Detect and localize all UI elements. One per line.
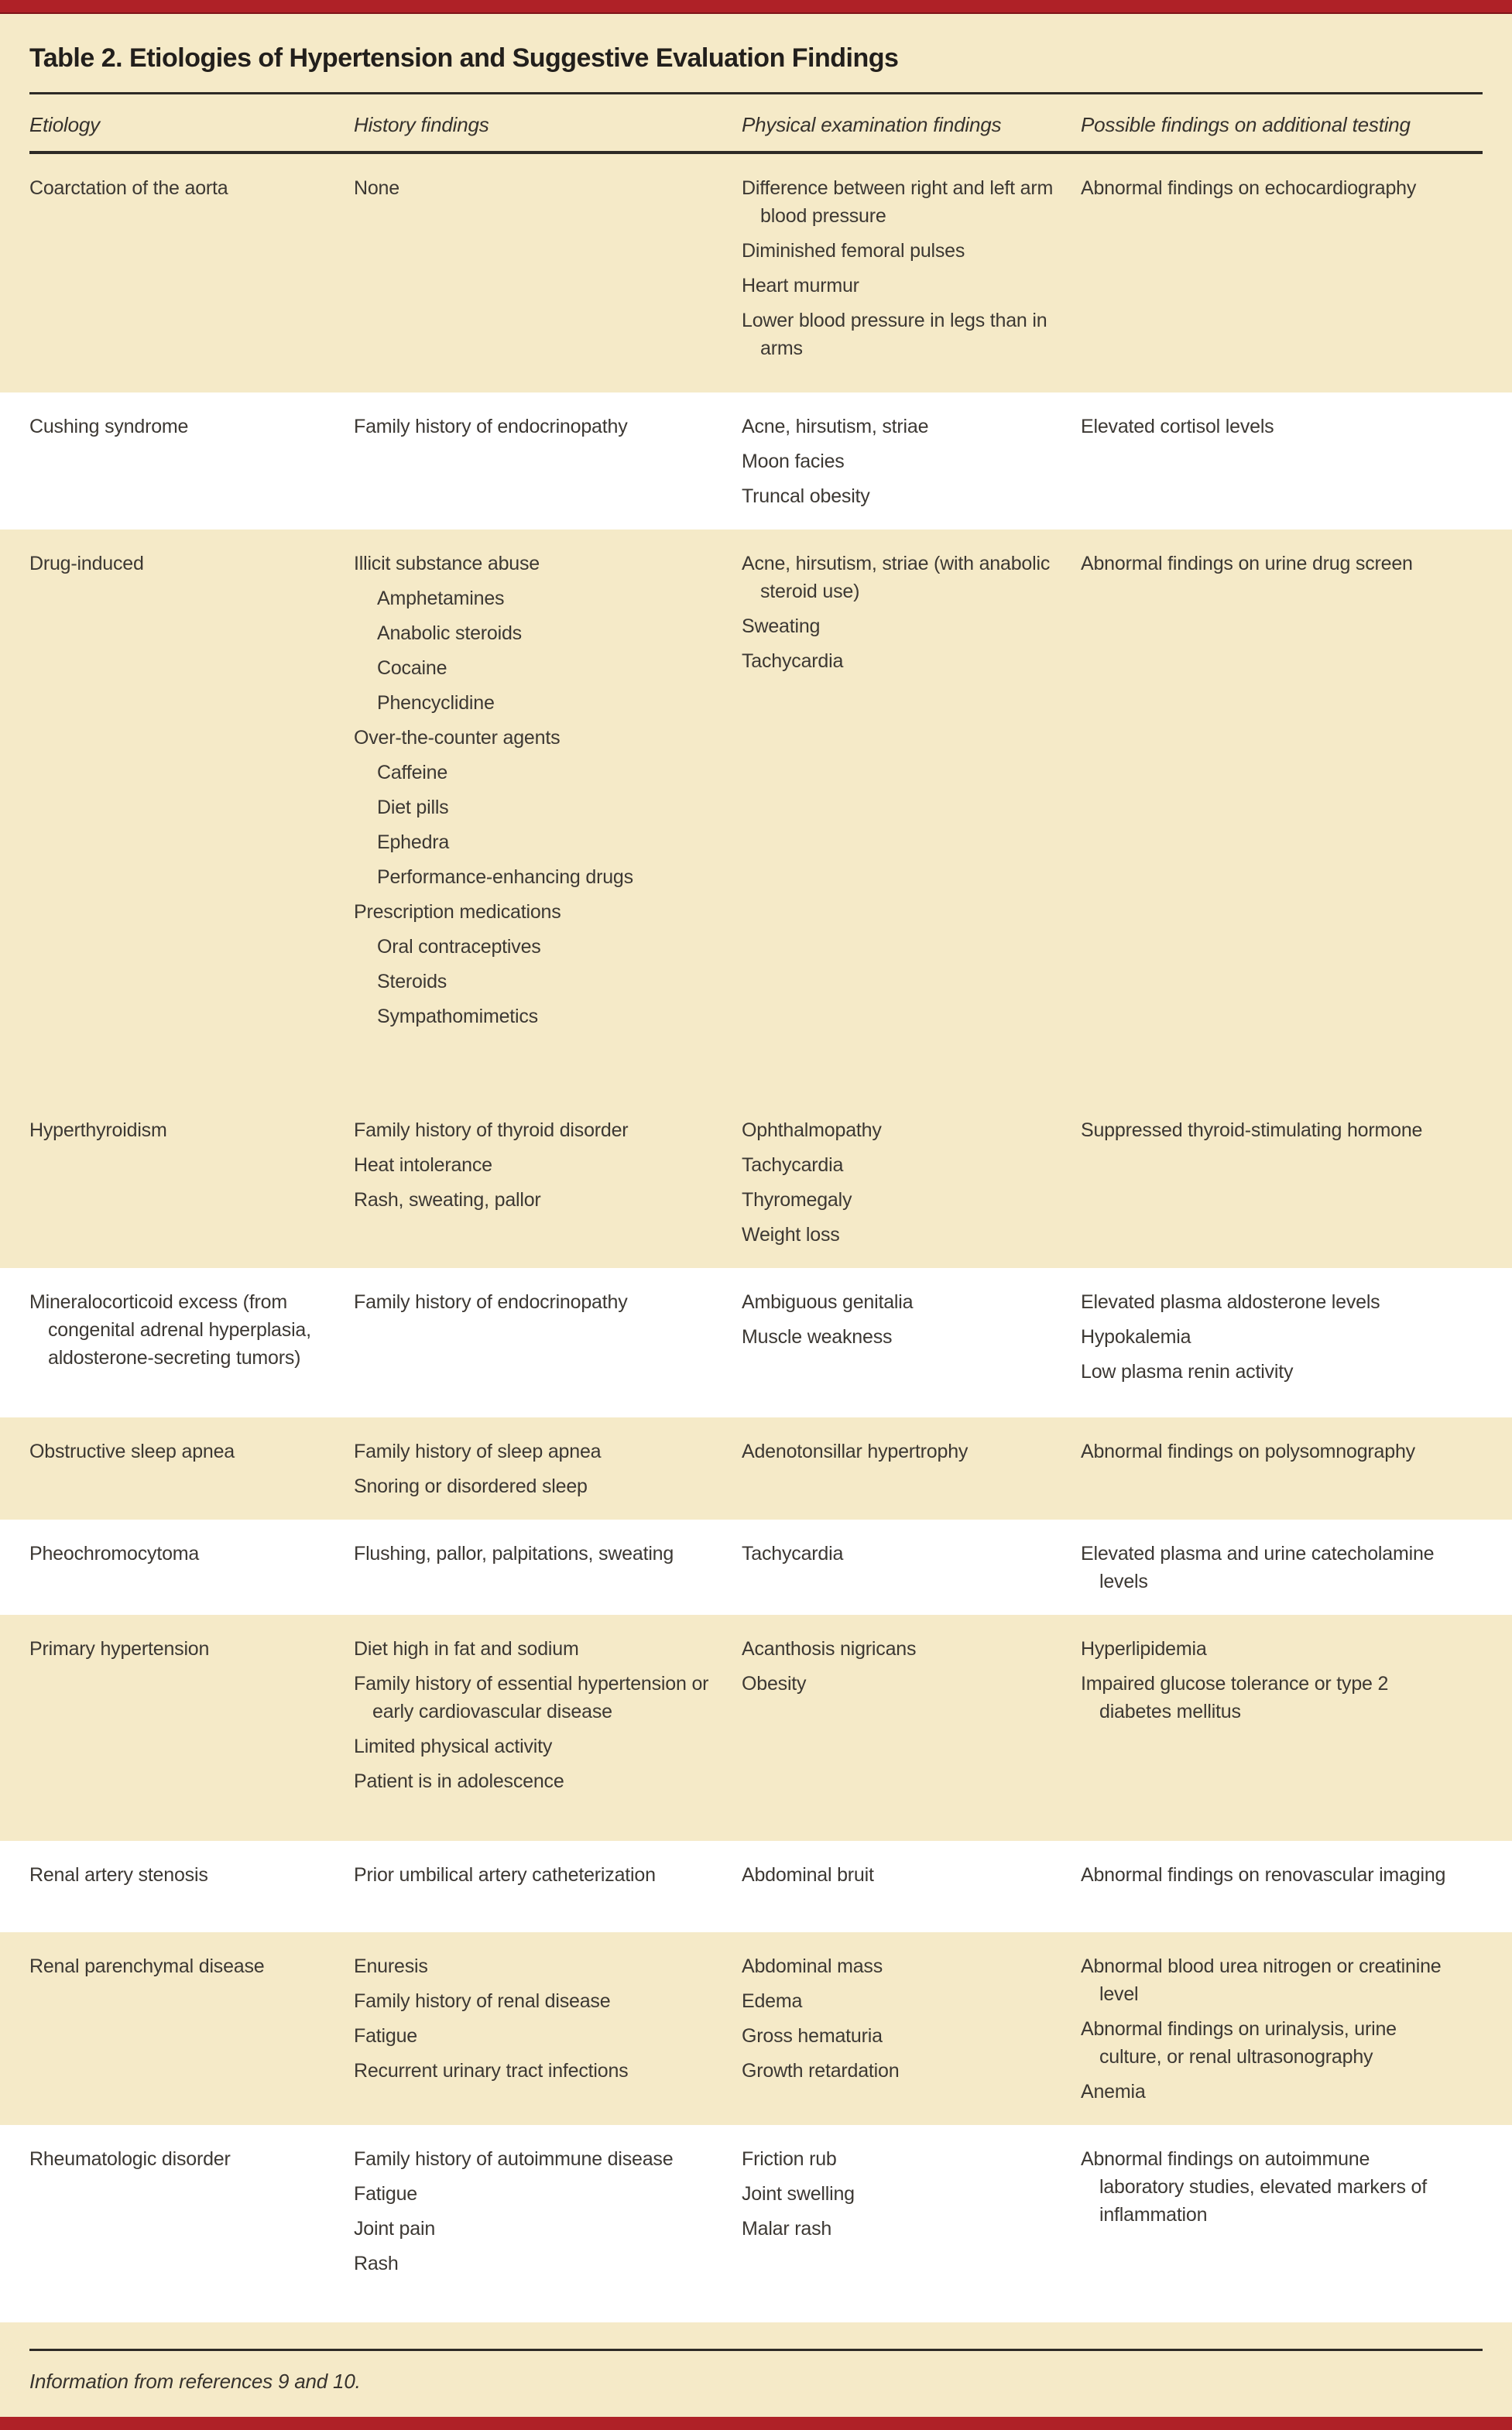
finding-item: Oral contraceptives	[377, 936, 541, 958]
table-row	[0, 1841, 1512, 1932]
table-body	[0, 154, 1512, 2322]
finding-item: Sweating	[742, 615, 821, 637]
finding-item: Friction rub	[742, 2148, 837, 2170]
finding-item: Rash, sweating, pallor	[354, 1189, 541, 1211]
finding-item: Enuresis	[354, 1955, 428, 1977]
finding-item: Low plasma renin activity	[1081, 1361, 1294, 1383]
physical-cell	[742, 2145, 1081, 2310]
finding-item: Elevated cortisol levels	[1081, 416, 1274, 437]
etiology-cell	[29, 1540, 354, 1602]
finding-item: Adenotonsillar hypertrophy	[742, 1441, 969, 1462]
finding-item: Acanthosis nigricans	[742, 1638, 917, 1660]
finding-item: Caffeine	[377, 762, 448, 783]
column-header-testing: Possible findings on additional testing	[1081, 113, 1411, 136]
finding-item: Elevated plasma and urine catecholamine levels	[1081, 1543, 1435, 1592]
table-row	[0, 392, 1512, 530]
finding-item: Performance-enhancing drugs	[377, 866, 633, 888]
etiology-label: Obstructive sleep apnea	[29, 1441, 235, 1462]
finding-item: Over-the-counter agents	[354, 727, 561, 749]
history-cell	[354, 1540, 742, 1602]
finding-item: Muscle weakness	[742, 1326, 893, 1348]
finding-item: Ambiguous genitalia	[742, 1291, 914, 1313]
testing-cell	[1081, 1540, 1483, 1602]
finding-item: Impaired glucose tolerance or type 2 diabetes mellitus	[1081, 1673, 1389, 1722]
etiology-cell	[29, 1116, 354, 1256]
finding-item: Diminished femoral pulses	[742, 240, 965, 262]
history-cell	[354, 1635, 742, 1828]
finding-item: Abnormal findings on autoimmune laboratory studies, elevated markers of inflammation	[1081, 2148, 1427, 2226]
finding-item: Tachycardia	[742, 1543, 844, 1565]
finding-item: Abdominal mass	[742, 1955, 883, 1977]
physical-cell	[742, 1540, 1081, 1602]
physical-cell	[742, 1635, 1081, 1828]
finding-item: Cocaine	[377, 657, 447, 679]
history-cell	[354, 1438, 742, 1507]
table-row	[0, 1615, 1512, 1841]
testing-cell	[1081, 1952, 1483, 2113]
history-cell	[354, 550, 742, 1084]
finding-item: Phencyclidine	[377, 692, 495, 714]
etiology-cell	[29, 174, 354, 380]
etiology-label: Mineralocorticoid excess (from congenital adrenal hyperplasia, aldosterone-secreting tumors)	[29, 1291, 311, 1369]
finding-item: Ephedra	[377, 831, 450, 853]
finding-item: Abnormal findings on renovascular imaging	[1081, 1864, 1446, 1886]
finding-item: Suppressed thyroid-stimulating hormone	[1081, 1119, 1423, 1141]
finding-item: Family history of renal disease	[354, 1990, 611, 2012]
column-header-physical: Physical examination findings	[742, 113, 1002, 136]
finding-item: Illicit substance abuse	[354, 553, 540, 574]
finding-item: Obesity	[742, 1673, 807, 1695]
finding-item: Flushing, pallor, palpitations, sweating	[354, 1543, 674, 1565]
finding-item: Abnormal findings on urine drug screen	[1081, 553, 1413, 574]
etiology-cell	[29, 1952, 354, 2113]
etiology-label: Hyperthyroidism	[29, 1119, 167, 1141]
finding-item: Hypokalemia	[1081, 1326, 1191, 1348]
physical-cell	[742, 1116, 1081, 1256]
finding-item: Truncal obesity	[742, 485, 870, 507]
finding-item: Acne, hirsutism, striae (with anabolic steroid use)	[742, 553, 1051, 602]
column-header-row	[0, 94, 1512, 151]
finding-item: Thyromegaly	[742, 1189, 852, 1211]
finding-item: Malar rash	[742, 2218, 832, 2240]
history-cell	[354, 413, 742, 517]
finding-item: Diet pills	[377, 797, 449, 818]
etiology-label: Renal artery stenosis	[29, 1864, 208, 1886]
etiology-label: Cushing syndrome	[29, 416, 189, 437]
etiology-cell	[29, 413, 354, 517]
finding-item: Amphetamines	[377, 588, 505, 609]
table-row	[0, 1417, 1512, 1520]
finding-item: Tachycardia	[742, 1154, 844, 1176]
etiology-cell	[29, 1861, 354, 1920]
testing-cell	[1081, 413, 1483, 517]
history-cell	[354, 1952, 742, 2113]
finding-item: Rash	[354, 2253, 399, 2274]
history-cell	[354, 1116, 742, 1256]
top-red-bar	[0, 0, 1512, 14]
finding-item: Abdominal bruit	[742, 1864, 874, 1886]
etiology-cell	[29, 1635, 354, 1828]
history-cell	[354, 174, 742, 380]
finding-item: Sympathomimetics	[377, 1006, 538, 1027]
finding-item: Fatigue	[354, 2183, 417, 2205]
history-cell	[354, 1288, 742, 1405]
finding-item: None	[354, 177, 399, 199]
testing-cell	[1081, 1438, 1483, 1507]
history-cell	[354, 2145, 742, 2310]
testing-cell	[1081, 1635, 1483, 1828]
finding-item: Heart murmur	[742, 275, 859, 296]
finding-item: Gross hematuria	[742, 2025, 883, 2047]
finding-item: Anemia	[1081, 2081, 1146, 2103]
etiology-label: Drug-induced	[29, 553, 144, 574]
etiology-cell	[29, 1438, 354, 1507]
finding-item: Family history of essential hypertension or early cardiovascular disease	[354, 1673, 709, 1722]
finding-item: Ophthalmopathy	[742, 1119, 882, 1141]
testing-cell	[1081, 1861, 1483, 1920]
testing-cell	[1081, 2145, 1483, 2310]
etiology-cell	[29, 1288, 354, 1405]
table-row	[0, 154, 1512, 392]
finding-item: Prior umbilical artery catheterization	[354, 1864, 656, 1886]
column-header-etiology: Etiology	[29, 113, 100, 136]
history-cell	[354, 1861, 742, 1920]
finding-item: Weight loss	[742, 1224, 840, 1246]
finding-item: Moon facies	[742, 451, 845, 472]
table-row	[0, 1268, 1512, 1417]
testing-cell	[1081, 1116, 1483, 1256]
finding-item: Abnormal findings on urinalysis, urine culture, or renal ultrasonography	[1081, 2018, 1397, 2068]
table-title: Table 2. Etiologies of Hypertension and Suggestive Evaluation Findings	[29, 43, 899, 73]
physical-cell	[742, 174, 1081, 380]
bottom-red-bar	[0, 2417, 1512, 2430]
finding-item: Tachycardia	[742, 650, 844, 672]
finding-item: Snoring or disordered sleep	[354, 1475, 588, 1497]
etiology-label: Coarctation of the aorta	[29, 177, 228, 199]
finding-item: Edema	[742, 1990, 803, 2012]
etiology-label: Primary hypertension	[29, 1638, 210, 1660]
table-row	[0, 1096, 1512, 1268]
finding-item: Family history of endocrinopathy	[354, 1291, 628, 1313]
etiology-cell	[29, 550, 354, 1084]
etiology-cell	[29, 2145, 354, 2310]
physical-cell	[742, 413, 1081, 517]
finding-item: Abnormal blood urea nitrogen or creatinine level	[1081, 1955, 1442, 2005]
etiology-label: Rheumatologic disorder	[29, 2148, 231, 2170]
finding-item: Lower blood pressure in legs than in arms	[742, 310, 1047, 359]
physical-cell	[742, 1288, 1081, 1405]
finding-item: Limited physical activity	[354, 1736, 553, 1757]
finding-item: Abnormal findings on echocardiography	[1081, 177, 1417, 199]
table-row	[0, 530, 1512, 1096]
finding-item: Diet high in fat and sodium	[354, 1638, 579, 1660]
finding-item: Fatigue	[354, 2025, 417, 2047]
footnote-text: Information from references 9 and 10.	[29, 2370, 361, 2393]
finding-item: Elevated plasma aldosterone levels	[1081, 1291, 1380, 1313]
finding-item: Growth retardation	[742, 2060, 900, 2082]
finding-item: Joint pain	[354, 2218, 436, 2240]
testing-cell	[1081, 174, 1483, 380]
table-row	[0, 1932, 1512, 2125]
finding-item: Acne, hirsutism, striae	[742, 416, 929, 437]
finding-item: Family history of endocrinopathy	[354, 416, 628, 437]
finding-item: Family history of sleep apnea	[354, 1441, 602, 1462]
table-row	[0, 2125, 1512, 2322]
finding-item: Anabolic steroids	[377, 622, 522, 644]
column-header-history: History findings	[354, 113, 489, 136]
table-footer	[0, 2322, 1512, 2417]
etiology-label: Pheochromocytoma	[29, 1543, 200, 1565]
physical-cell	[742, 1438, 1081, 1507]
finding-item: Abnormal findings on polysomnography	[1081, 1441, 1415, 1462]
finding-item: Steroids	[377, 971, 447, 992]
physical-cell	[742, 550, 1081, 1084]
testing-cell	[1081, 1288, 1483, 1405]
physical-cell	[742, 1861, 1081, 1920]
table-row	[0, 1520, 1512, 1615]
finding-item: Family history of autoimmune disease	[354, 2148, 674, 2170]
testing-cell	[1081, 550, 1483, 1084]
finding-item: Joint swelling	[742, 2183, 855, 2205]
finding-item: Heat intolerance	[354, 1154, 492, 1176]
finding-item: Recurrent urinary tract infections	[354, 2060, 629, 2082]
physical-cell	[742, 1952, 1081, 2113]
finding-item: Prescription medications	[354, 901, 561, 923]
finding-item: Patient is in adolescence	[354, 1770, 564, 1792]
finding-item: Family history of thyroid disorder	[354, 1119, 629, 1141]
etiology-label: Renal parenchymal disease	[29, 1955, 265, 1977]
finding-item: Difference between right and left arm blood pressure	[742, 177, 1054, 227]
finding-item: Hyperlipidemia	[1081, 1638, 1207, 1660]
